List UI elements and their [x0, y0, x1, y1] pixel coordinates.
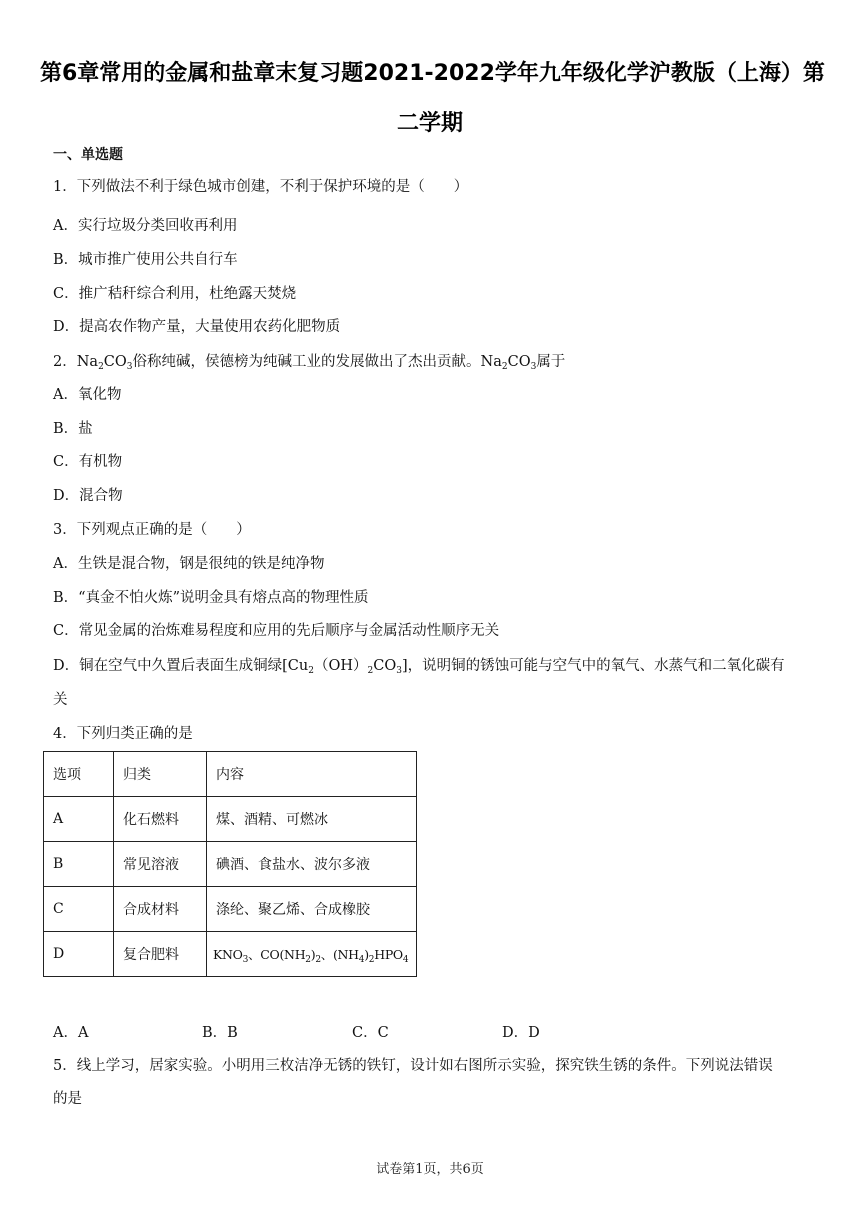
table-row [44, 842, 417, 887]
subscript: 3 [530, 362, 537, 372]
table-cell: 化石燃料 [114, 797, 207, 842]
question-2-option-d: D．混合物 [53, 488, 123, 504]
table-row [44, 932, 417, 977]
question-1-option-b: B．城市推广使用公共自行车 [53, 252, 238, 268]
question-2-option-b: B．盐 [53, 421, 93, 437]
table-cell: A [44, 797, 114, 842]
question-1-option-a: A．实行垃圾分类回收再利用 [53, 218, 238, 234]
table-cell: C [44, 887, 114, 932]
question-3-option-b: B．“真金不怕火炼”说明金具有熔点高的物理性质 [53, 590, 369, 606]
question-2-option-c: C．有机物 [53, 454, 123, 470]
section-heading: 一、单选题 [53, 147, 123, 163]
question-2-stem: 2．$Na_2CO_3$俗称纯碱，侯德榜为纯碱工业的发展做出了杰出贡献。$Na_2CO_3$属于 [53, 354, 566, 372]
table-cell-formulas: $KNO_3$、$CO(NH_2)_2$、$(NH_4)_2HPO_4$ [207, 932, 417, 977]
document-title-line-2: 二学期 [396, 111, 463, 136]
classification-table [43, 751, 417, 977]
question-2-option-a: A．氧化物 [53, 387, 122, 403]
question-1-option-c: C．推广秸秆综合利用，杜绝露天焚烧 [53, 286, 297, 302]
question-1-stem: 1．下列做法不利于绿色城市创建，不利于保护环境的是（ ） [53, 179, 469, 195]
question-4-stem: 4．下列归类正确的是 [53, 726, 193, 742]
question-3-option-a: A．生铁是混合物，钢是很纯的铁是纯净物 [53, 556, 325, 572]
table-cell: 碘酒、食盐水、波尔多液 [207, 842, 417, 887]
question-5-stem-line-2: 的是 [53, 1091, 82, 1107]
table-cell: B [44, 842, 114, 887]
header-cell: 内容 [207, 752, 417, 797]
table-cell: 常见溶液 [114, 842, 207, 887]
question-3-option-d: D．铜在空气中久置后表面生成铜绿$[Cu_2(OH)_2CO_3]$，说明铜的锈蚀可能与空气中的氧气、水蒸气和二氧化碳有 [53, 658, 785, 676]
table-cell: 合成材料 [114, 887, 207, 932]
header-cell: 归类 [114, 752, 207, 797]
subscript: 2 [501, 362, 508, 372]
question-1-option-d: D．提高农作物产量，大量使用农药化肥物质 [53, 319, 341, 335]
table-cell: 复合肥料 [114, 932, 207, 977]
table-row [44, 887, 417, 932]
question-5-stem-line-1: 5．线上学习，居家实验。小明用三枚洁净无锈的铁钉，设计如右图所示实验，探究铁生锈的条件。下列说法错误 [53, 1058, 773, 1074]
question-4-option-a: A．A [53, 1025, 89, 1041]
table-cell: D [44, 932, 114, 977]
question-3-option-d-continued: 关 [53, 692, 68, 708]
page-footer: 试卷第1页，共6页 [376, 1162, 484, 1177]
table-cell: 涤纶、聚乙烯、合成橡胶 [207, 887, 417, 932]
question-4-option-d: D．D [502, 1025, 540, 1041]
question-4-option-b: B．B [202, 1025, 238, 1041]
question-4-option-c: C．C [352, 1025, 389, 1041]
table-header-row [44, 752, 417, 797]
question-3-option-c: C．常见金属的治炼难易程度和应用的先后顺序与金属活动性顺序无关 [53, 623, 500, 639]
table-cell: 煤、酒精、可燃冰 [207, 797, 417, 842]
question-3-stem: 3．下列观点正确的是（ ） [53, 522, 251, 538]
header-cell: 选项 [44, 752, 114, 797]
document-title-line-1: 第6章常用的金属和盐章末复习题2021-2022学年九年级化学沪教版（上海）第 [40, 61, 825, 86]
table-row [44, 797, 417, 842]
